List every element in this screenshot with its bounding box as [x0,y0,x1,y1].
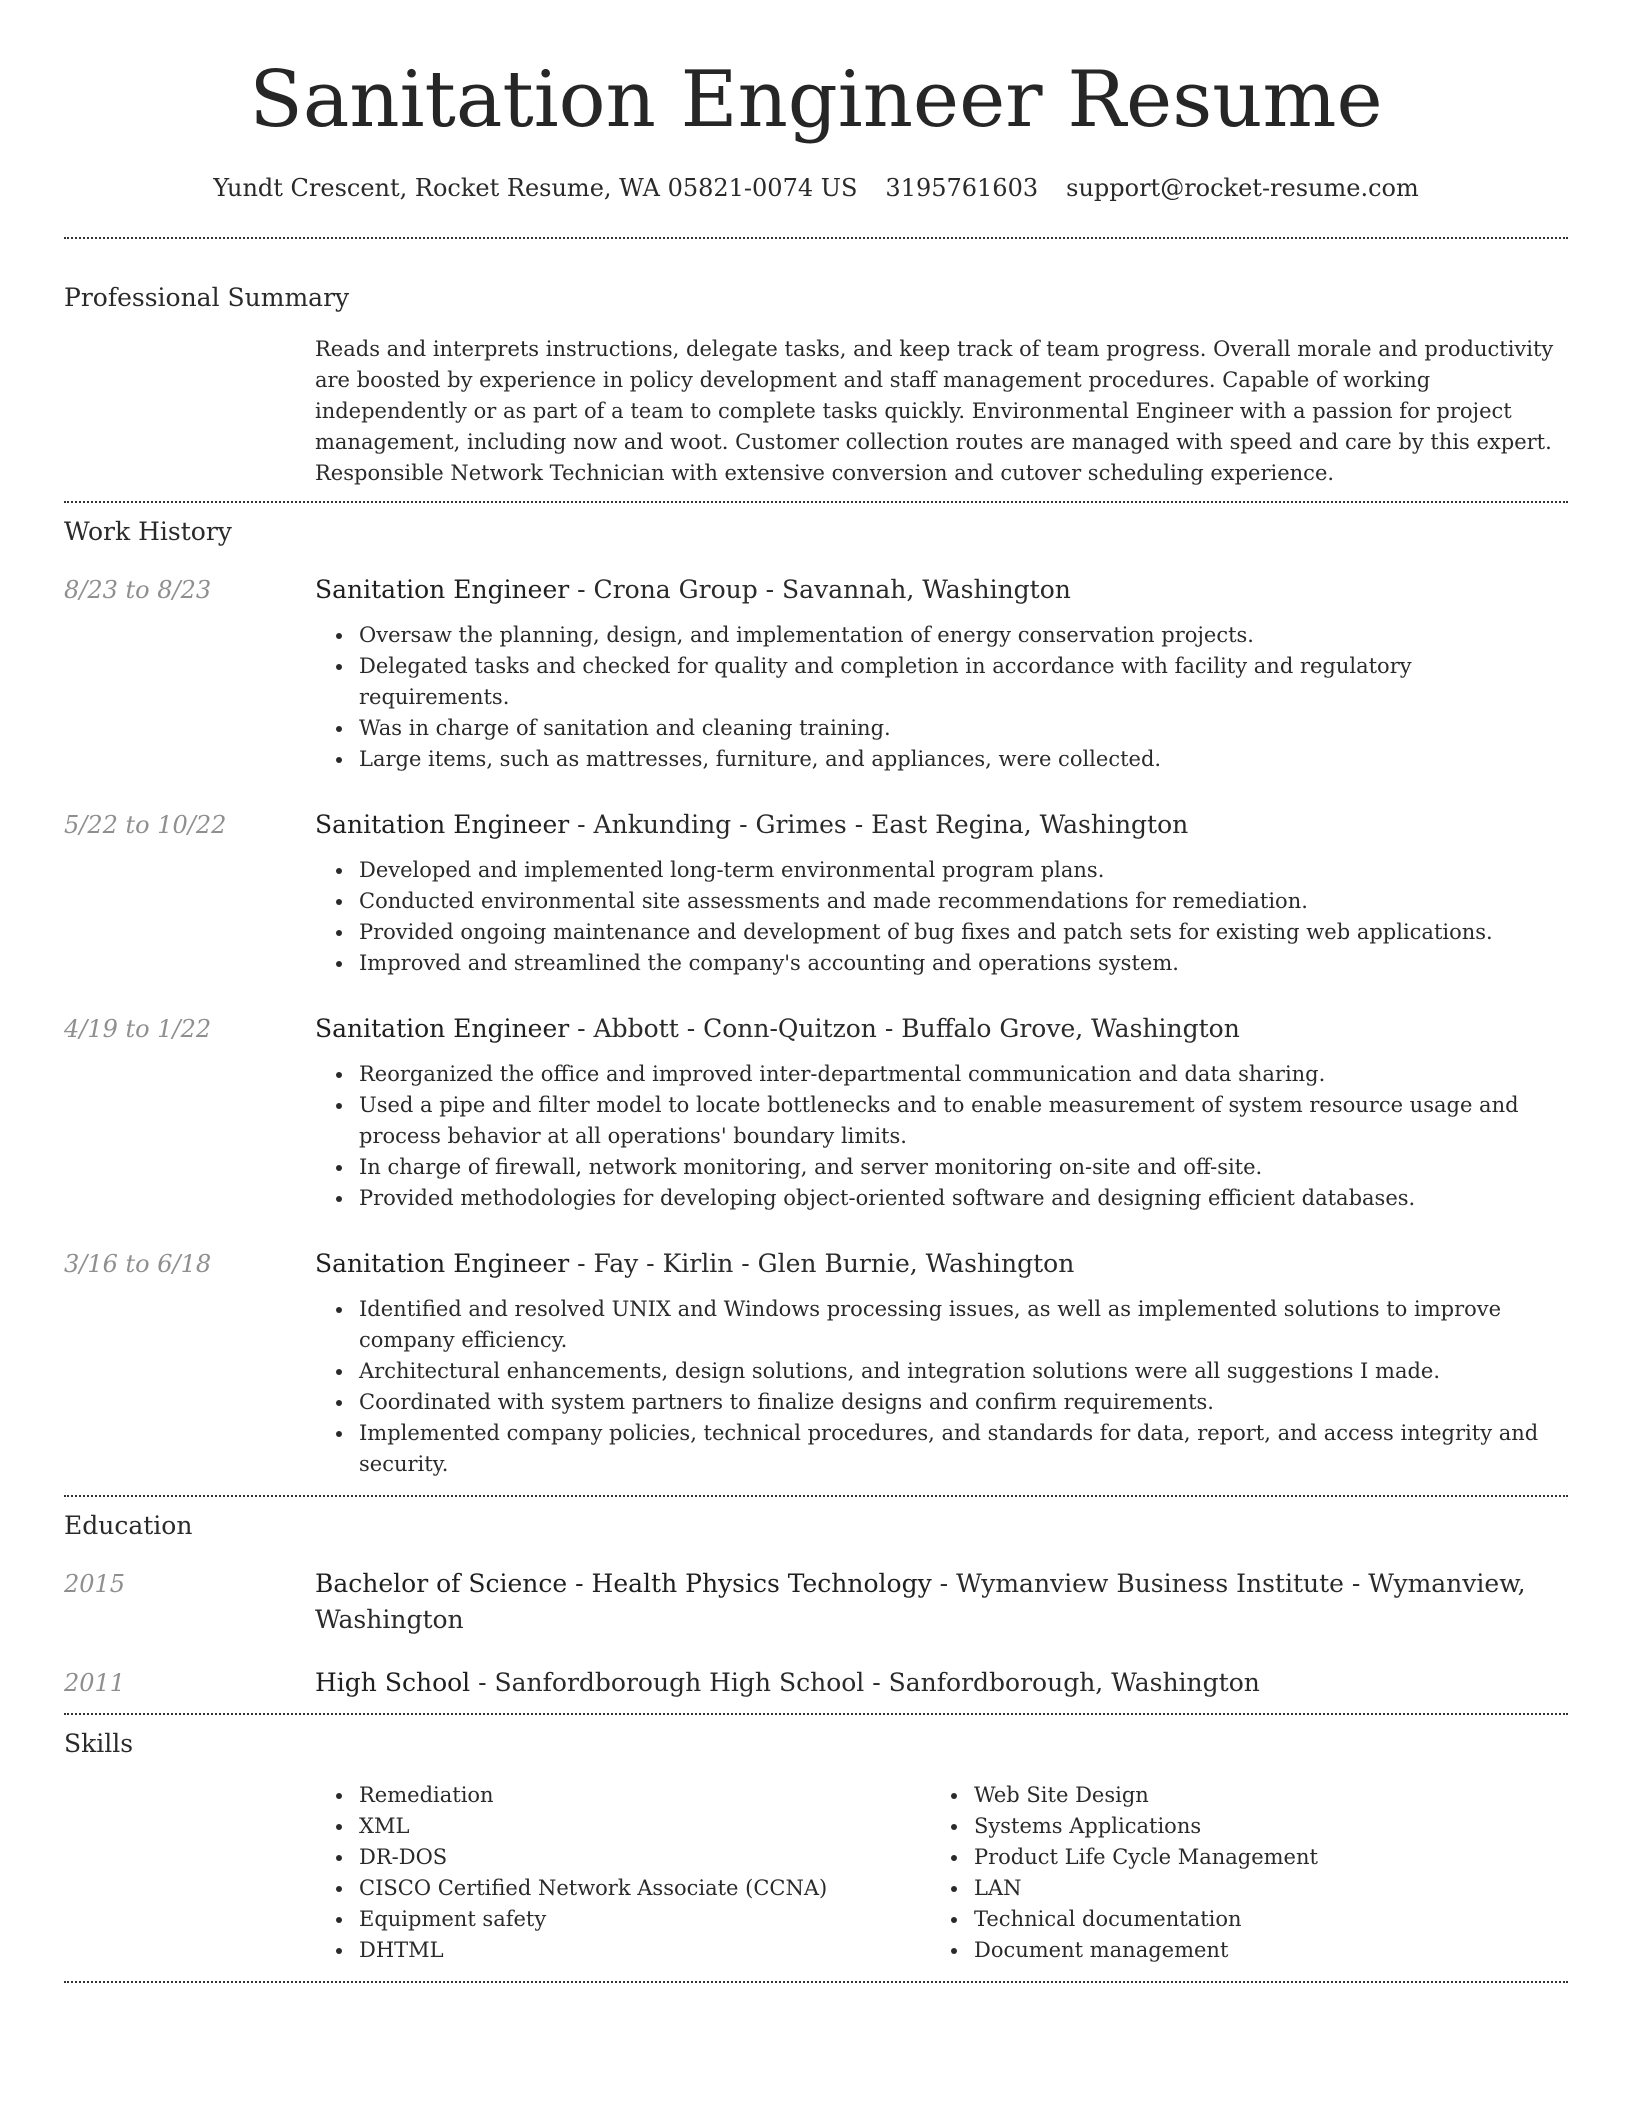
skills-column-left [315,1780,930,1966]
job-heading [315,572,1568,608]
skill-item: Product Life Cycle Management [951,1842,1545,1873]
resume-title: Sanitation Engineer Resume [249,55,1383,145]
education-entry [64,1665,1568,1701]
skill-item: Systems Applications [951,1811,1545,1842]
job-bullet: Improved and streamlined the company's accounting and operations system. [336,948,1568,979]
job-details: - Fay - Kirlin - Glen Burnie, Washington [569,1249,1075,1278]
skill-item: DR-DOS [336,1842,930,1873]
job-details: - Abbott - Conn-Quitzon - Buffalo Grove, Washington [569,1014,1240,1043]
job-bullet: Provided ongoing maintenance and development of bug fixes and patch sets for existing web applications. [336,917,1568,948]
job-bullets [336,855,1568,979]
contact-phone: 3195761603 [885,174,1039,202]
job-entry [64,1011,1568,1214]
job-bullet: Oversaw the planning, design, and implementation of energy conservation projects. [336,620,1568,651]
job-title: Sanitation Engineer [315,810,570,839]
job-heading [315,1246,1568,1282]
education-year: 2011 [64,1669,126,1697]
resume-page [64,0,1568,1983]
education-degree: High School [315,1668,471,1697]
job-bullet: Architectural enhancements, design solutions, and integration solutions were all suggestions I made. [336,1356,1568,1387]
education-details: - Wymanview Business Institute - Wymanview, Washington [315,1569,1526,1634]
job-details: - Ankunding - Grimes - East Regina, Washington [569,810,1189,839]
job-entry [64,1246,1568,1480]
job-bullet: Was in charge of sanitation and cleaning training. [336,713,1568,744]
divider [64,501,1568,503]
education-details: - Sanfordborough High School - Sanfordborough, Washington [470,1668,1260,1697]
skill-item: Remediation [336,1780,930,1811]
contact-address: Yundt Crescent, Rocket Resume, WA 05821-0074 US [213,174,858,202]
job-bullet: Delegated tasks and checked for quality and completion in accordance with facility and regulatory requirements. [336,651,1568,713]
education-heading-line [315,1566,1568,1638]
skill-item: Document management [951,1935,1545,1966]
skill-item: LAN [951,1873,1545,1904]
job-dates: 3/16 to 6/18 [64,1250,212,1278]
job-details: - Crona Group - Savannah, Washington [569,575,1071,604]
job-bullet: Large items, such as mattresses, furniture, and appliances, were collected. [336,744,1568,775]
skill-item: Technical documentation [951,1904,1545,1935]
job-bullets [336,1059,1568,1214]
job-bullets [336,620,1568,775]
job-title: Sanitation Engineer [315,1249,570,1278]
education-heading: Education [64,1511,193,1540]
divider [64,1495,1568,1497]
job-dates: 4/19 to 1/22 [64,1015,212,1043]
job-bullet: Used a pipe and filter model to locate bottlenecks and to enable measurement of system resource usage and process behavior at all operations' boundary limits. [336,1090,1568,1152]
skill-item: Web Site Design [951,1780,1545,1811]
skill-item: XML [336,1811,930,1842]
job-entry [64,807,1568,979]
job-bullet: Coordinated with system partners to finalize designs and confirm requirements. [336,1387,1568,1418]
skills-heading: Skills [64,1729,134,1758]
job-bullet: Conducted environmental site assessments and made recommendations for remediation. [336,886,1568,917]
contact-line [64,172,1568,204]
summary-heading: Professional Summary [64,283,350,312]
job-dates: 5/22 to 10/22 [64,811,227,839]
job-bullet: In charge of firewall, network monitoring, and server monitoring on-site and off-site. [336,1152,1568,1183]
job-title: Sanitation Engineer [315,1014,570,1043]
education-entry [64,1566,1568,1638]
job-title: Sanitation Engineer [315,575,570,604]
job-bullets [336,1294,1568,1480]
job-heading [315,1011,1568,1047]
education-heading-line [315,1665,1568,1701]
job-heading [315,807,1568,843]
skill-item: CISCO Certified Network Associate (CCNA) [336,1873,930,1904]
job-dates: 8/23 to 8/23 [64,576,212,604]
divider [64,1713,1568,1715]
job-bullet: Developed and implemented long-term environmental program plans. [336,855,1568,886]
job-bullet: Implemented company policies, technical procedures, and standards for data, report, and access integrity and security. [336,1418,1568,1480]
job-bullet: Reorganized the office and improved inter-departmental communication and data sharing. [336,1059,1568,1090]
skill-item: DHTML [336,1935,930,1966]
skills-column-right [930,1780,1545,1966]
divider [64,237,1568,239]
skills-list [315,1780,1568,1966]
summary-text: Reads and interprets instructions, delegate tasks, and keep track of team progress. Overall morale and productivity are boosted by experience in policy development and staff management procedures. Capable of working independently or as part of a team to complete tasks quickly. Environmental Engineer with a passion for project management, including now and woot. Customer collection routes are managed with speed and care by this expert. Responsible Network Technician with extensive conversion and cutover scheduling experience. [315,337,1554,485]
divider [64,1981,1568,1983]
skill-item: Equipment safety [336,1904,930,1935]
job-bullet: Identified and resolved UNIX and Windows processing issues, as well as implemented solutions to improve company efficiency. [336,1294,1568,1356]
education-degree: Bachelor of Science - Health Physics Technology [315,1569,932,1598]
contact-email: support@rocket-resume.com [1066,174,1419,202]
job-entry [64,572,1568,775]
education-year: 2015 [64,1570,126,1598]
job-bullet: Provided methodologies for developing object-oriented software and designing efficient databases. [336,1183,1568,1214]
work-history-heading: Work History [64,517,232,546]
